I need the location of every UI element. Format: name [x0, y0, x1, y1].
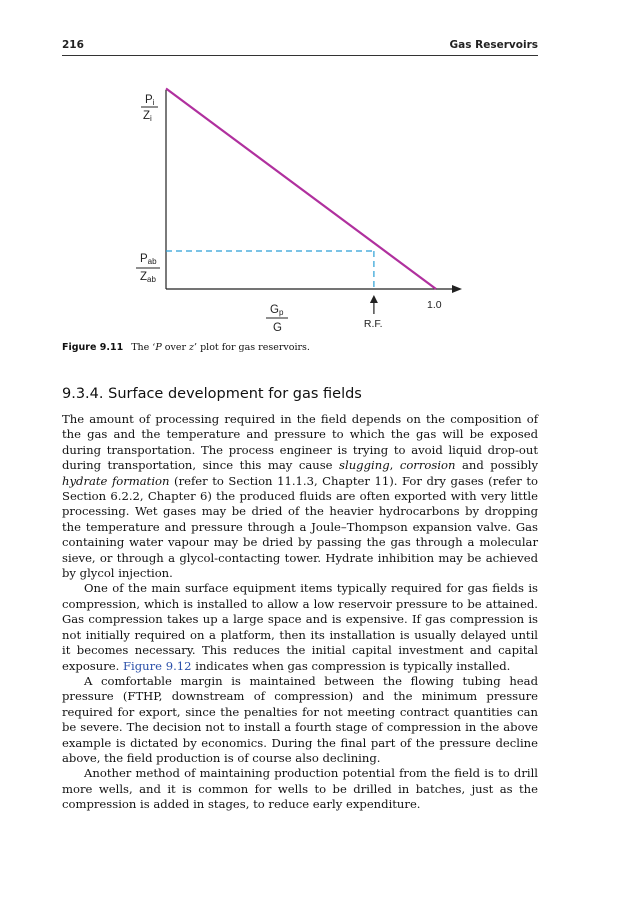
y-label-initial-numerator: Pi	[145, 94, 155, 107]
caption-text-em-z: z	[189, 342, 195, 353]
x-axis-arrow	[452, 285, 462, 293]
section-heading: 9.3.4. Surface development for gas fields	[62, 386, 362, 402]
paragraph-1-text-c: and possibly	[455, 458, 538, 473]
recovery-factor-arrowhead-icon	[370, 295, 378, 303]
figure-caption	[62, 342, 538, 353]
paragraph-3: A comfortable margin is maintained between the flowing tubing head pressure (FTHP, downstream of compression) and the minimum pressure required for export, since the penalties for not meeting contract quantities can be severe. The decision not to install a fourth stage of compression in the above example is dictated by economics. During the final part of the pressure decline above, the field production is of course also declining.	[62, 673, 538, 765]
x-axis-label	[266, 304, 288, 334]
body-text	[62, 412, 538, 813]
running-title: Gas Reservoirs	[449, 39, 538, 51]
term-slugging: slugging	[339, 458, 390, 473]
pz-plot	[0, 0, 618, 340]
caption-text-post: ’ plot for gas reservoirs.	[194, 342, 310, 353]
page-number: 216	[62, 39, 84, 51]
y-label-abandonment-denominator: Zab	[140, 271, 156, 284]
y-label-initial-denominator: Zi	[143, 110, 152, 123]
y-label-initial	[141, 94, 158, 123]
term-hydrate-formation: hydrate formation	[62, 473, 170, 488]
paragraph-2-text-b: indicates when gas compression is typically installed.	[191, 658, 511, 673]
x-label-denominator: G	[273, 322, 282, 334]
caption-text-em-p: P	[155, 342, 162, 353]
paragraph-1-text-a: The amount of processing required in the field depends on the composition of the gas and the temperature and pressure to which the gas will be exposed during transportation. The process engineer is trying to avoid liquid drop-out during transportation, since this may cause	[62, 412, 538, 473]
term-corrosion: corrosion	[399, 458, 456, 473]
paragraph-4: Another method of maintaining production potential from the field is to drill more wells, and it is common for wells to be drilled in batches, just as the compression is added in stages, to reduce early expenditure.	[62, 766, 538, 812]
paragraph-2	[62, 581, 538, 673]
pz-decline-line	[166, 89, 436, 289]
figure-9-12-link[interactable]: Figure 9.12	[123, 658, 192, 673]
x-tick-label: 1.0	[427, 299, 442, 311]
y-label-abandonment	[136, 253, 160, 284]
paragraph-1-text-b: ,	[389, 458, 400, 473]
paragraph-1-text-d: (refer to Section 11.1.3, Chapter 11). For dry gases (refer to Section 6.2.2, Chapter 6) the produced fluids are often exported with very little processing. Wet gases may be dried of the heavier hydrocarbons by dropping the temperature and pressure through a Joule–Thompson expansion valve. Gas containing water vapour may be dried by passing the gas through a molecular sieve, or through a glycol-contacting tower. Hydrate inhibition may be achieved by glycol injection.	[62, 473, 538, 581]
paragraph-1	[62, 412, 538, 581]
caption-text-pre: The ‘	[131, 342, 156, 353]
paragraph-2-text-a: One of the main surface equipment items typically required for gas fields is compression, which is installed to allow a low reservoir pressure to be attained. Gas compression takes up a large space and is expensive. If gas compression is not initially required on a platform, then its installation is usually delayed until it becomes necessary. This reduces the initial capital investment and capital exposure.	[62, 581, 538, 673]
caption-text-mid: over	[161, 342, 190, 353]
x-label-numerator: Gp	[270, 304, 284, 317]
figure-label: Figure 9.11	[62, 342, 124, 353]
recovery-factor-label: R.F.	[363, 318, 383, 330]
y-label-abandonment-numerator: Pab	[140, 253, 157, 266]
